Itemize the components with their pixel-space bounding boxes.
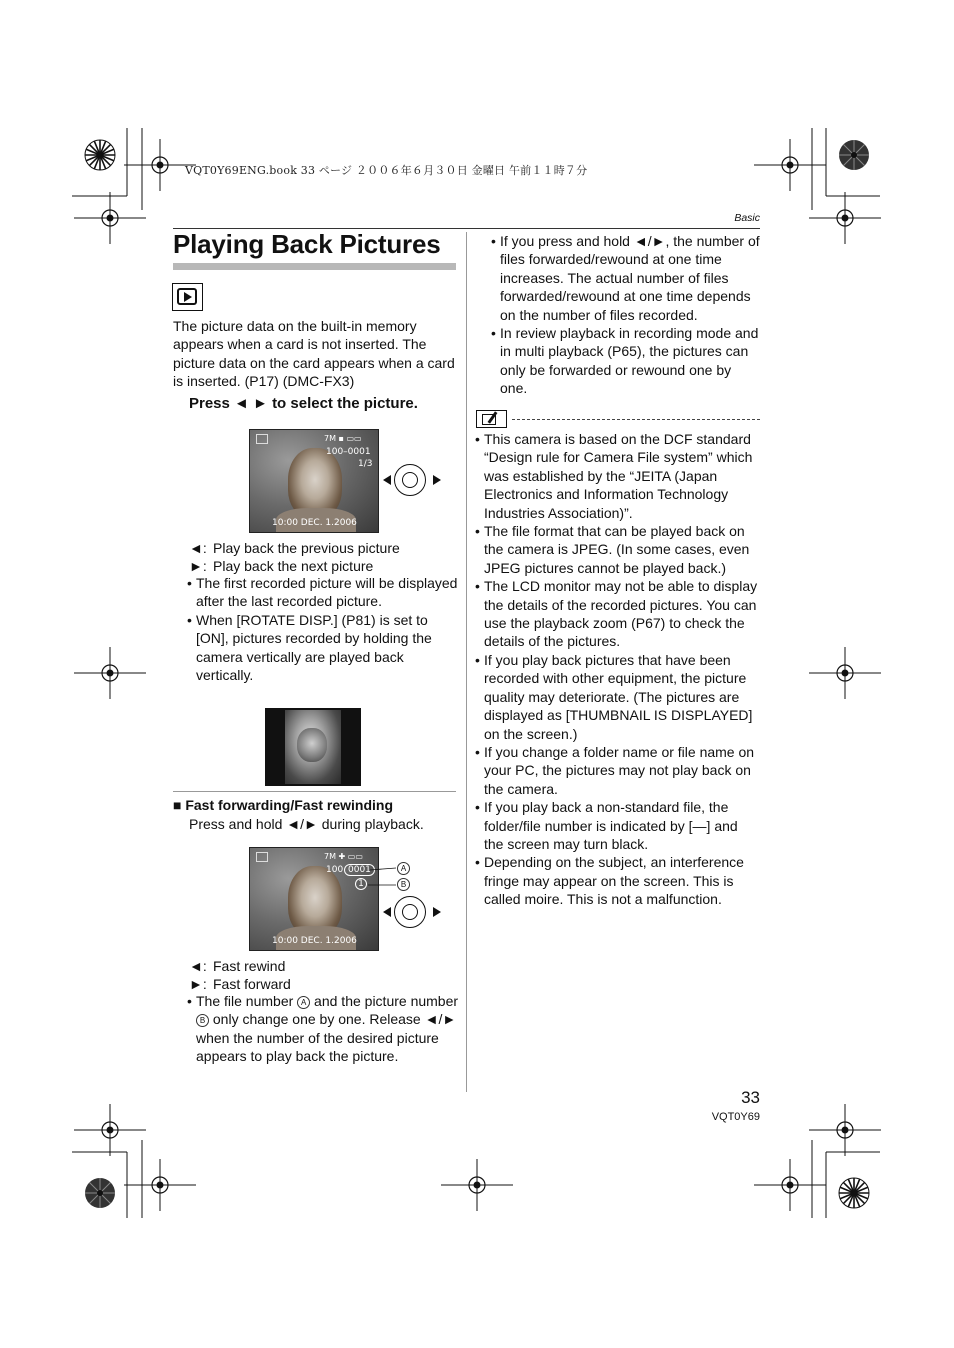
- cursor-button-icon: [383, 895, 441, 931]
- lcd-screen-fast: 7M ✚ ▭▭ 100 0001 1 10:00 DEC. 1.2006: [249, 847, 379, 951]
- key-row: ►: Play back the next picture: [189, 558, 374, 575]
- print-info: VQT0Y69ENG.book 33 ページ ２００６年６月３０日 金曜日 午前１１時７分: [185, 164, 588, 177]
- list-item: • The file number A and the picture number B only change one by one. Release ◄/► when the number of the desired picture appears to play back the picture.: [187, 992, 459, 1066]
- list-item: • The file format that can be played back on the camera is JPEG. (In some cases, even JPEG pictures cannot be played back.): [475, 522, 761, 577]
- instruction: Press ◄ ► to select the picture.: [189, 395, 418, 412]
- callout-b: B: [397, 878, 410, 891]
- callout-a: A: [397, 862, 410, 875]
- playback-icon: [172, 283, 203, 311]
- left-bullets: [187, 574, 459, 684]
- list-item: • If you change a folder name or file name on your PC, the pictures may not play back on the camera.: [475, 743, 761, 798]
- page-title: Playing Back Pictures: [173, 229, 441, 259]
- list-item: • If you play back a non-standard file, the folder/file number is indicated by [—] and the screen may turn black.: [475, 798, 761, 853]
- date-display: 10:00 DEC. 1.2006: [272, 936, 357, 946]
- lcd-screen-preview: 7M ▪ ▭▭ 100–0001 1/3 10:00 DEC. 1.2006: [249, 429, 379, 533]
- list-item: • The first recorded picture will be displayed after the last recorded picture.: [187, 574, 459, 611]
- list-item: • The LCD monitor may not be able to display the details of the recorded pictures. You can use the playback zoom (P67) to check the details of the pictures.: [475, 577, 761, 651]
- key-row: ◄: Fast rewind: [189, 958, 286, 974]
- list-item: • In review playback in recording mode and in multi playback (P65), the pictures can only be forwarded or rewound one by one.: [491, 324, 761, 398]
- callout-a: A: [297, 996, 310, 1009]
- title-underline: [173, 263, 456, 270]
- intro-text: The picture data on the built-in memory appears when a card is not inserted. The picture data on the card appears when a card is inserted. (P17) (DMC-FX3): [173, 318, 455, 390]
- divider: [173, 791, 456, 792]
- key-row: ◄: Play back the previous picture: [189, 540, 400, 556]
- notes-list: [475, 430, 761, 909]
- picture-number: 1: [355, 878, 367, 890]
- section-label: Basic: [734, 212, 760, 224]
- cursor-button-icon: [383, 463, 441, 499]
- note-divider: [512, 419, 760, 420]
- picture-number: 1/3: [358, 459, 373, 469]
- key-row: ►: Fast forward: [189, 976, 291, 993]
- file-part: 0001: [344, 864, 375, 876]
- file-number: 100–0001: [326, 447, 371, 457]
- fast-bullets: [187, 992, 459, 1066]
- list-item: • When [ROTATE DISP.] (P81) is set to [ON], pictures recorded by holding the camera vertically are played back vertically.: [187, 611, 459, 685]
- callout-b: B: [196, 1014, 209, 1027]
- column-divider: [466, 232, 467, 1092]
- page-number: 33: [741, 1088, 760, 1107]
- fast-heading: ■ Fast forwarding/Fast rewinding: [173, 797, 394, 813]
- list-item: • Depending on the subject, an interference fringe may appear on the screen. This is called moire. This is not a malfunction.: [475, 853, 761, 908]
- list-item: • This camera is based on the DCF standard “Design rule for Camera File system” which was established by the “JEITA (Japan Electronics and Information Technology Industries Association)”.: [475, 430, 761, 522]
- note-icon: [476, 410, 507, 428]
- list-item: • If you press and hold ◄/►, the number of files forwarded/rewound at one time increases. The actual number of files forwarded/rewound at one time depends on the number of files recorded.: [491, 232, 761, 324]
- file-number: 100: [326, 865, 344, 875]
- fast-desc: Press and hold ◄/► during playback.: [189, 816, 424, 832]
- vertical-picture-sample: [265, 708, 361, 786]
- document-code: VQT0Y69: [711, 1111, 760, 1123]
- right-bullets: [491, 232, 761, 398]
- list-item: • If you play back pictures that have been recorded with other equipment, the picture quality may deteriorate. (The pictures are displayed as [THUMBNAIL IS DISPLAYED] on the screen.): [475, 651, 761, 743]
- date-display: 10:00 DEC. 1.2006: [272, 518, 357, 528]
